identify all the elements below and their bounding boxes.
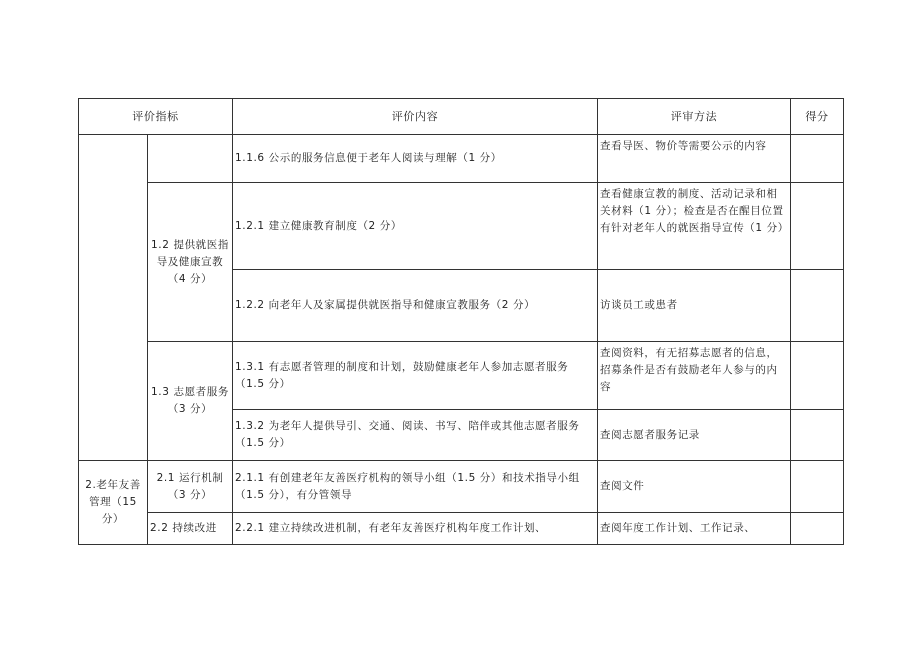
method-cell: 查阅文件 — [598, 461, 791, 513]
header-method: 评审方法 — [598, 99, 791, 135]
score-cell[interactable] — [791, 342, 844, 410]
header-indicator: 评价指标 — [79, 99, 233, 135]
table-header-row — [79, 99, 844, 135]
table-row — [79, 461, 844, 513]
table-row — [79, 135, 844, 183]
table-row — [79, 342, 844, 410]
method-cell: 查阅资料，有无招募志愿者的信息，招募条件是否有鼓励老年人参与的内容 — [598, 342, 791, 410]
score-cell[interactable] — [791, 183, 844, 270]
evaluation-table — [78, 98, 844, 545]
category-1-cell — [79, 135, 148, 461]
subcategory-1-1-cell — [148, 135, 233, 183]
content-cell: 1.2.1 建立健康教育制度（2 分） — [233, 183, 598, 270]
content-cell: 1.3.2 为老年人提供导引、交通、阅读、书写、陪伴或其他志愿者服务（1.5 分） — [233, 410, 598, 461]
method-cell: 查阅志愿者服务记录 — [598, 410, 791, 461]
table-row — [79, 513, 844, 545]
score-cell[interactable] — [791, 410, 844, 461]
content-cell: 1.2.2 向老年人及家属提供就医指导和健康宣教服务（2 分） — [233, 270, 598, 342]
subcategory-1-2-cell: 1.2 提供就医指导及健康宣教（4 分） — [148, 183, 233, 342]
score-cell[interactable] — [791, 135, 844, 183]
method-cell: 查阅年度工作计划、工作记录、 — [598, 513, 791, 545]
header-score: 得分 — [791, 99, 844, 135]
subcategory-2-2-cell: 2.2 持续改进 — [148, 513, 233, 545]
score-cell[interactable] — [791, 461, 844, 513]
score-cell[interactable] — [791, 270, 844, 342]
method-cell: 访谈员工或患者 — [598, 270, 791, 342]
score-cell[interactable] — [791, 513, 844, 545]
method-cell: 查看健康宣教的制度、活动记录和相关材料（1 分）；检查是否在醒目位置有针对老年人的就医指导宣传（1 分） — [598, 183, 791, 270]
header-content: 评价内容 — [233, 99, 598, 135]
subcategory-2-1-cell: 2.1 运行机制（3 分） — [148, 461, 233, 513]
method-cell: 查看导医、物价等需要公示的内容 — [598, 135, 791, 183]
table-row — [79, 183, 844, 270]
category-2-cell: 2.老年友善管理（15 分） — [79, 461, 148, 545]
subcategory-1-3-cell: 1.3 志愿者服务（3 分） — [148, 342, 233, 461]
content-cell: 2.1.1 有创建老年友善医疗机构的领导小组（1.5 分）和技术指导小组（1.5 分），有分管领导 — [233, 461, 598, 513]
content-cell: 1.1.6 公示的服务信息便于老年人阅读与理解（1 分） — [233, 135, 598, 183]
content-cell: 1.3.1 有志愿者管理的制度和计划，鼓励健康老年人参加志愿者服务（1.5 分） — [233, 342, 598, 410]
content-cell: 2.2.1 建立持续改进机制，有老年友善医疗机构年度工作计划、 — [233, 513, 598, 545]
